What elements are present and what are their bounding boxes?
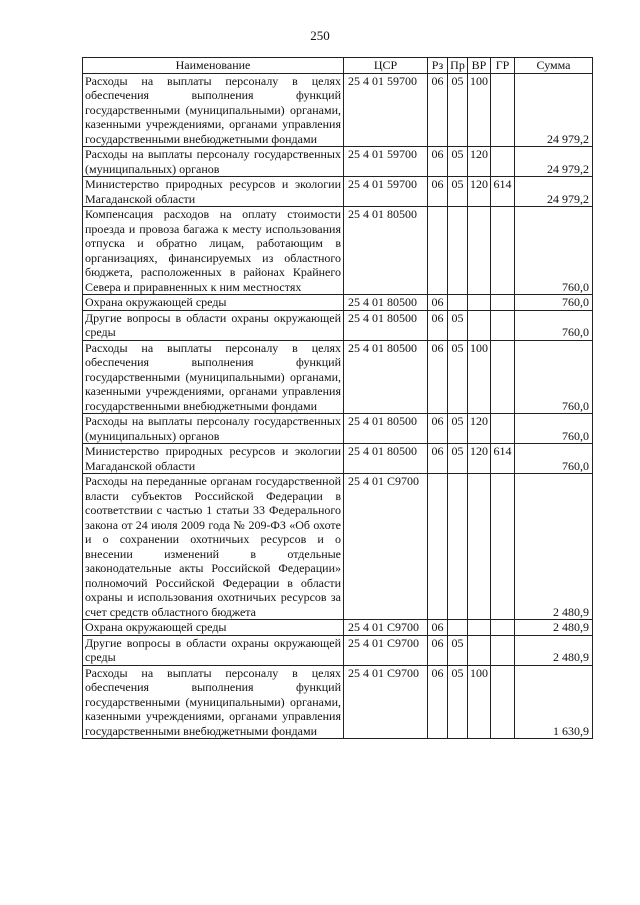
cell-pr: 05	[448, 665, 468, 739]
cell-vr	[468, 635, 491, 665]
cell-sum: 1 630,9	[515, 665, 593, 739]
cell-csr: 25 4 01 59700	[344, 177, 428, 207]
cell-sum: 760,0	[515, 295, 593, 311]
cell-rz: 06	[428, 73, 448, 147]
cell-rz	[428, 474, 448, 620]
cell-pr: 05	[448, 177, 468, 207]
cell-pr	[448, 295, 468, 311]
cell-name: Охрана окружающей среды	[83, 620, 344, 636]
table-row	[83, 635, 593, 665]
table-row	[83, 444, 593, 474]
cell-gr	[491, 635, 515, 665]
cell-pr: 05	[448, 414, 468, 444]
cell-sum: 760,0	[515, 340, 593, 414]
cell-csr: 25 4 01 80500	[344, 414, 428, 444]
cell-gr: 614	[491, 444, 515, 474]
cell-pr: 05	[448, 340, 468, 414]
table-row	[83, 147, 593, 177]
cell-name: Расходы на выплаты персоналу в целях обеспечения выполнения функций государственными (муниципальными) органами, казенными учреждениями, органами управления государственными внебюджетными фондами	[83, 340, 344, 414]
cell-name: Другие вопросы в области охраны окружающей среды	[83, 310, 344, 340]
cell-rz: 06	[428, 177, 448, 207]
cell-vr	[468, 620, 491, 636]
cell-vr: 120	[468, 444, 491, 474]
cell-csr: 25 4 01 80500	[344, 295, 428, 311]
cell-rz: 06	[428, 620, 448, 636]
cell-name: Охрана окружающей среды	[83, 295, 344, 311]
cell-csr: 25 4 01 С9700	[344, 665, 428, 739]
header-sum: Сумма	[515, 58, 593, 74]
cell-sum: 24 979,2	[515, 73, 593, 147]
cell-rz: 06	[428, 665, 448, 739]
table-row	[83, 73, 593, 147]
cell-sum: 760,0	[515, 414, 593, 444]
cell-name: Министерство природных ресурсов и экологии Магаданской области	[83, 177, 344, 207]
page-number: 250	[310, 28, 330, 43]
cell-name: Компенсация расходов на оплату стоимости проезда и провоза багажа к месту использования отпуска и обратно лицам, работающим в организациях, финансируемых из областного бюджета, расположенных в районах Крайнего Севера и приравненных к ним местностях	[83, 207, 344, 295]
cell-vr: 120	[468, 147, 491, 177]
header-pr: Пр	[448, 58, 468, 74]
budget-table	[82, 57, 593, 739]
header-name: Наименование	[83, 58, 344, 74]
cell-csr: 25 4 01 С9700	[344, 620, 428, 636]
cell-csr: 25 4 01 80500	[344, 310, 428, 340]
table-row	[83, 207, 593, 295]
cell-sum: 760,0	[515, 310, 593, 340]
cell-gr: 614	[491, 177, 515, 207]
cell-csr: 25 4 01 80500	[344, 340, 428, 414]
cell-gr	[491, 620, 515, 636]
table-row	[83, 620, 593, 636]
cell-vr: 100	[468, 73, 491, 147]
cell-sum: 2 480,9	[515, 620, 593, 636]
header-rz: Рз	[428, 58, 448, 74]
cell-vr: 100	[468, 665, 491, 739]
cell-rz	[428, 207, 448, 295]
cell-vr	[468, 207, 491, 295]
cell-sum: 2 480,9	[515, 474, 593, 620]
cell-gr	[491, 474, 515, 620]
cell-pr: 05	[448, 147, 468, 177]
cell-csr: 25 4 01 59700	[344, 147, 428, 177]
cell-vr	[468, 474, 491, 620]
table-row	[83, 295, 593, 311]
cell-csr: 25 4 01 С9700	[344, 635, 428, 665]
cell-name: Расходы на выплаты персоналу в целях обеспечения выполнения функций государственными (муниципальными) органами, казенными учреждениями, органами управления государственными внебюджетными фондами	[83, 73, 344, 147]
header-gr: ГР	[491, 58, 515, 74]
cell-name: Другие вопросы в области охраны окружающей среды	[83, 635, 344, 665]
cell-gr	[491, 295, 515, 311]
cell-vr	[468, 295, 491, 311]
table-row	[83, 414, 593, 444]
cell-pr	[448, 620, 468, 636]
header-vr: ВР	[468, 58, 491, 74]
cell-name: Расходы на переданные органам государственной власти субъектов Российской Федерации в соответствии с частью 1 статьи 33 Федерального закона от 24 июля 2009 года № 209-ФЗ «Об охоте и о сохранении охотничьих ресурсов и о внесении изменений в отдельные законодательные акты Российской Федерации» полномочий Российской Федерации в области охраны и использования охотничьих ресурсов за счет средств областного бюджета	[83, 474, 344, 620]
cell-pr: 05	[448, 635, 468, 665]
table-row	[83, 665, 593, 739]
cell-csr: 25 4 01 80500	[344, 444, 428, 474]
header-row	[83, 58, 593, 74]
cell-pr: 05	[448, 444, 468, 474]
cell-rz: 06	[428, 147, 448, 177]
header-csr: ЦСР	[344, 58, 428, 74]
table-body	[83, 73, 593, 739]
cell-pr: 05	[448, 73, 468, 147]
table-row	[83, 340, 593, 414]
cell-name: Расходы на выплаты персоналу в целях обеспечения выполнения функций государственными (муниципальными) органами, казенными учреждениями, органами управления государственными внебюджетными фондами	[83, 665, 344, 739]
cell-pr	[448, 474, 468, 620]
table-row	[83, 474, 593, 620]
cell-rz: 06	[428, 444, 448, 474]
cell-gr	[491, 340, 515, 414]
cell-gr	[491, 207, 515, 295]
cell-gr	[491, 414, 515, 444]
cell-csr: 25 4 01 80500	[344, 207, 428, 295]
cell-vr: 120	[468, 414, 491, 444]
cell-rz: 06	[428, 295, 448, 311]
cell-rz: 06	[428, 310, 448, 340]
table-row	[83, 310, 593, 340]
cell-pr: 05	[448, 310, 468, 340]
cell-sum: 2 480,9	[515, 635, 593, 665]
cell-sum: 24 979,2	[515, 147, 593, 177]
cell-name: Министерство природных ресурсов и экологии Магаданской области	[83, 444, 344, 474]
cell-vr: 120	[468, 177, 491, 207]
cell-gr	[491, 665, 515, 739]
cell-gr	[491, 147, 515, 177]
cell-name: Расходы на выплаты персоналу государственных (муниципальных) органов	[83, 147, 344, 177]
cell-rz: 06	[428, 340, 448, 414]
cell-vr: 100	[468, 340, 491, 414]
table-header	[83, 58, 593, 74]
cell-rz: 06	[428, 414, 448, 444]
cell-rz: 06	[428, 635, 448, 665]
cell-name: Расходы на выплаты персоналу государственных (муниципальных) органов	[83, 414, 344, 444]
cell-csr: 25 4 01 С9700	[344, 474, 428, 620]
cell-vr	[468, 310, 491, 340]
cell-gr	[491, 73, 515, 147]
cell-csr: 25 4 01 59700	[344, 73, 428, 147]
cell-sum: 760,0	[515, 444, 593, 474]
cell-sum: 24 979,2	[515, 177, 593, 207]
cell-sum: 760,0	[515, 207, 593, 295]
cell-gr	[491, 310, 515, 340]
table-row	[83, 177, 593, 207]
cell-pr	[448, 207, 468, 295]
